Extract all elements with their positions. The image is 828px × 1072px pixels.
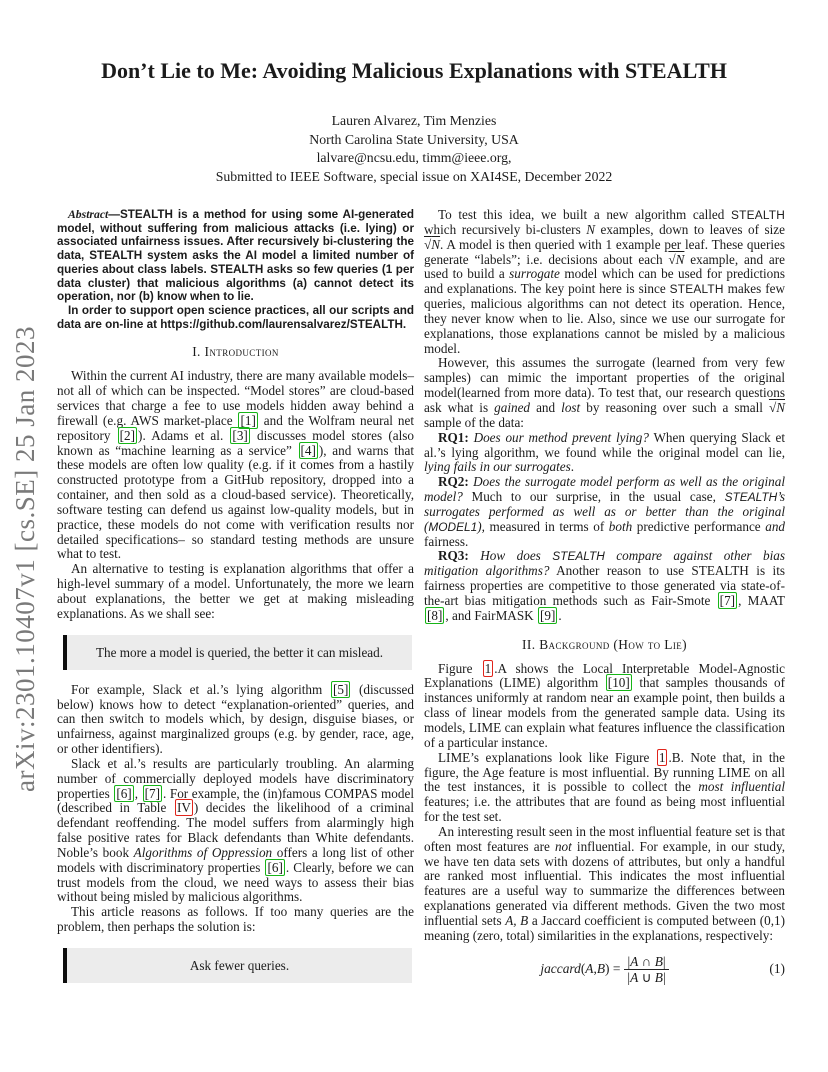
text-segment: Figure — [438, 660, 482, 676]
text-segment: jaccard — [540, 961, 581, 977]
text-segment: that samples thousands of instances uniformly at random near an example point, then builds a class of linear models from the generated sample data. Using its models, LIME can explain what features influence the classification of a particular instance. — [424, 675, 785, 750]
text-segment: STEALTH — [724, 490, 778, 505]
text-segment: . — [402, 317, 407, 331]
text-segment: Does our method prevent lying? — [473, 429, 649, 445]
paper-title: Don’t Lie to Me: Avoiding Malicious Explanations with STEALTH — [101, 58, 727, 83]
text-segment: Abstract — [68, 208, 109, 221]
text-segment: √ $\overline{N}$ — [424, 237, 440, 252]
citation-link[interactable]: [7] — [144, 785, 160, 801]
equation-number: (1) — [769, 961, 786, 977]
text-segment: LIME’s explanations look like Figure — [438, 749, 656, 765]
text-segment: A — [585, 961, 594, 977]
right-column — [424, 208, 785, 985]
text-segment: Within the current AI industry, there are many available models– not all of which can be inspected. “Model stores” are cloud-based services that charge a fee to use models hidden away behind a firewall (e.g. AWS market-place — [57, 368, 414, 428]
abstract-paragraph — [57, 208, 414, 304]
text-segment: .A shows the Local Interpretable Model-Agnostic Explanations (LIME) algorithm — [424, 660, 785, 691]
text-segment: B — [596, 961, 606, 977]
text-segment: A — [630, 969, 639, 985]
text-segment: √ $\overline{N}$ — [668, 252, 684, 267]
emails: lalvare@ncsu.edu, timm@ieee.org, — [316, 150, 512, 166]
text-segment: a Jaccard coefficient is computed between (0,1) meaning (zero, total) similarities in the explanations, respectively: — [424, 912, 785, 943]
citation-link[interactable]: [1] — [240, 412, 256, 428]
text-segment: STEALTH — [669, 282, 724, 297]
internal-ref-link[interactable]: 1 — [484, 660, 492, 676]
citation-link[interactable]: [6] — [267, 859, 283, 875]
text-segment: ). Adams et al. — [138, 427, 230, 443]
text-segment: However, this assumes the surrogate (learned from very few samples) can mimic the important properties of the original model(learned from more data). To test that, our research questions ask what is — [424, 355, 785, 415]
text-segment: which recursively bi-clusters — [424, 221, 587, 237]
citation-link[interactable]: [2] — [119, 427, 136, 443]
text-segment: | — [662, 969, 666, 985]
text-segment: ( — [580, 961, 586, 977]
text-segment: ) decides the likelihood of a criminal defendant reoffending. The model suffers from alarmingly high false positive rates for Black defendants than White defendants. Noble’s book — [57, 800, 414, 860]
text-segment — [469, 548, 480, 563]
text-segment: .B. Note that, in the figure, the Age feature is most influential. By running LIME on all the test instances, it is possible to collect the — [424, 749, 785, 795]
text-segment: and the Wolfram neural net repository — [57, 412, 415, 443]
text-segment: sample of the data: — [424, 414, 524, 430]
text-segment: by reasoning over such a small — [580, 399, 769, 415]
text-segment: STEALTH — [731, 208, 785, 222]
body-paragraph — [57, 369, 414, 562]
text-segment: | — [627, 969, 631, 985]
text-segment: Slack et al.’s results are particularly troubling. An alarming number of commercially deployed models have discriminatory properties — [57, 755, 414, 801]
text-segment: , MAAT — [738, 592, 785, 608]
text-segment: Does the surrogate model perform as well as the original model? — [424, 474, 785, 505]
affiliation: North Carolina State University, USA — [309, 131, 519, 147]
text-segment: RQ3: — [438, 548, 469, 564]
text-segment: ’s surrogates performed as well as or better than the original ( — [424, 489, 785, 534]
github-link[interactable]: https://github.com/laurensalvarez/STEALTH — [160, 317, 403, 331]
text-segment: RQ1: — [438, 429, 469, 445]
author-block — [0, 112, 828, 186]
text-segment: Algorithms of Oppression — [133, 844, 273, 860]
text-segment: model which can be used for predictions and explanations. The key point here is since — [424, 266, 785, 297]
body-paragraph — [424, 431, 785, 476]
text-segment: STEALTH — [552, 549, 605, 564]
fraction-numerator — [624, 954, 668, 970]
text-segment: In order to support open science practices, all our scripts and data are on-line at — [57, 303, 414, 331]
citation-link[interactable]: [6] — [116, 785, 132, 801]
text-segment: An alternative to testing is explanation algorithms that offer a high-level summary of a model. Unfortunately, the more we learn about explanations, the better we get at making misleading explanations. As we shall see: — [57, 561, 414, 621]
text-segment: B — [654, 953, 663, 969]
left-column — [57, 208, 414, 996]
text-segment: A — [630, 953, 639, 969]
citation-link[interactable]: [3] — [232, 427, 248, 443]
text-segment: and — [530, 399, 562, 415]
text-segment: measured in terms of — [484, 518, 609, 534]
body-paragraph — [57, 905, 414, 935]
body-paragraph — [424, 208, 785, 356]
text-segment: For example, Slack et al.’s lying algorithm — [71, 681, 330, 697]
body-paragraph — [57, 562, 414, 621]
text-segment: ) = — [605, 961, 621, 977]
text-segment: example, and are used to build a — [424, 251, 785, 282]
body-paragraph — [424, 356, 785, 430]
equation-fraction — [624, 954, 668, 985]
body-paragraph — [424, 662, 785, 751]
text-segment: To test this idea, we built a new algorithm called — [438, 207, 732, 222]
text-segment: surrogate — [509, 266, 560, 282]
text-segment: both — [608, 518, 633, 534]
text-segment: ∪ — [638, 969, 655, 985]
text-segment: A, B — [505, 912, 529, 928]
text-segment: B — [654, 969, 663, 985]
body-paragraph — [424, 475, 785, 549]
internal-ref-link[interactable]: IV — [176, 800, 191, 816]
text-segment: discusses model stores (also known as “machine learning as a service” — [57, 427, 414, 458]
text-segment: Another reason to use STEALTH is its fairness properties are competitive to those generated via state-of-the-art bias mitigation methods such as Fair-Smote — [424, 563, 785, 608]
text-segment: not — [554, 838, 572, 854]
text-segment: N — [586, 221, 595, 237]
section-heading: I. Introduction — [192, 344, 279, 360]
text-segment: examples, down to leaves of size — [595, 221, 785, 237]
citation-link[interactable]: [4] — [300, 442, 316, 458]
text-segment: compare against other bias mitigation algorithms? — [424, 548, 786, 579]
text-segment: How does — [480, 548, 553, 564]
text-segment: . For example, the (in)famous COMPAS model (described in Table — [57, 785, 415, 816]
text-segment: . — [558, 607, 562, 623]
text-segment: , and FairMASK — [445, 607, 537, 623]
citation-link[interactable]: [8] — [427, 607, 443, 623]
text-segment: offers a long list of other models with discriminatory properties — [57, 844, 414, 875]
text-segment: . — [570, 459, 575, 475]
authors: Lauren Alvarez, Tim Menzies — [331, 113, 497, 128]
section-heading: II. Background (How to Lie) — [522, 636, 687, 652]
text-segment: makes few queries, malicious algorithms can not detect its operation. Hence, they never know when to lie. Also, since we use our surrogate for explanations, those explanations cannot be misled by a malicious model. — [424, 281, 785, 356]
text-segment: . Clearly, before we can trust models from the cloud, we need ways to assess their bias without being misled by malicious algorithms. — [57, 859, 415, 905]
text-segment: (discussed below) knows how to detect “explanation-oriented” queries, and can then switch to models which, by design, disguise biases, or unfairness, against marginalized groups (e.g. by gender, race, age, or other identifiers). — [57, 681, 414, 757]
text-segment: ∩ — [638, 953, 655, 969]
text-segment: predictive performance — [632, 518, 766, 534]
arxiv-watermark: arXiv:2301.10407v1 [cs.SE] 25 Jan 2023 — [10, 326, 40, 792]
citation-link[interactable]: [9] — [539, 607, 556, 623]
text-segment: | — [662, 953, 666, 969]
citation-link[interactable]: [7] — [719, 592, 736, 608]
citation-link[interactable]: [10] — [607, 675, 630, 691]
text-segment: ), and warns that these models are often low quality (e.g. if it comes from a hastily constructed prototype from a GitHub repository, dropped into a container, and then sold as a cloud-based service). Theoretically, software testing can defend us against low-quality models, but in practice, these models do not come with verification results nor detailed specifications– so standard testing methods are unsure what to test. — [57, 442, 414, 562]
quote-box: The more a model is queried, the better it can mislead. — [63, 635, 412, 670]
body-paragraph — [424, 751, 785, 825]
body-paragraph — [424, 549, 785, 623]
text-segment: √ $\overline{N}$ — [769, 400, 785, 415]
text-segment: RQ2: — [438, 474, 469, 490]
text-segment: lost — [561, 399, 581, 415]
text-segment: features; i.e. the attributes that are found as being most influential for the test set. — [424, 794, 785, 825]
fraction-denominator — [624, 970, 668, 985]
text-segment: influential. For example, in our study, we have ten data sets with dozens of attributes, but only a handful are ranked most influential. This indicates the most influential features are a useful way to summarize the differences between explanations generated via different methods. Given the two most influential sets — [424, 838, 786, 928]
text-segment: MODEL1 — [428, 519, 478, 534]
internal-ref-link[interactable]: 1 — [658, 749, 666, 765]
citation-link[interactable]: [5] — [332, 681, 349, 697]
text-segment: This article reasons as follows. If too many queries are the problem, then perhaps the solution is: — [57, 904, 414, 935]
text-segment: lying fails in our surrogates — [424, 459, 571, 475]
text-segment: gained — [494, 399, 531, 415]
text-segment: and — [765, 518, 785, 534]
text-segment: An interesting result seen in the most influential feature set is that often most features are — [424, 823, 785, 854]
text-segment: When querying Slack et al.’s lying algorithm, we found while the original model can lie, — [424, 429, 785, 460]
body-paragraph — [424, 825, 785, 944]
text-segment: Much to our surprise, in the usual case, — [462, 489, 725, 505]
text-segment: fairness. — [424, 533, 469, 549]
text-segment: | — [627, 953, 631, 969]
abstract-paragraph — [57, 304, 414, 331]
equation — [424, 954, 785, 985]
submission-note: Submitted to IEEE Software, special issue on XAI4SE, December 2022 — [215, 168, 613, 184]
text-segment: ), — [477, 518, 485, 534]
text-segment: , — [593, 961, 597, 977]
text-segment: . A model is then queried with 1 example per leaf. These queries generate “labels”; i.e. decisions about each — [424, 236, 785, 267]
equation-body — [540, 954, 668, 985]
body-paragraph — [57, 757, 414, 905]
quote-box: Ask fewer queries. — [63, 948, 412, 983]
text-segment: , — [134, 785, 142, 801]
text-segment: most influential — [698, 779, 785, 795]
body-paragraph — [57, 683, 414, 757]
text-segment: —STEALTH is a method for using some AI-generated model, without suffering from malicious attacks (i.e. lying) or associated unfairness issues. After recursively bi-clustering the data, STEALTH system asks the AI model a limited number of queries about class labels. STEALTH asks so few queries (1 per data cluster) that malicious algorithms (a) cannot detect its operation, nor (b) know when to lie. — [57, 208, 414, 304]
